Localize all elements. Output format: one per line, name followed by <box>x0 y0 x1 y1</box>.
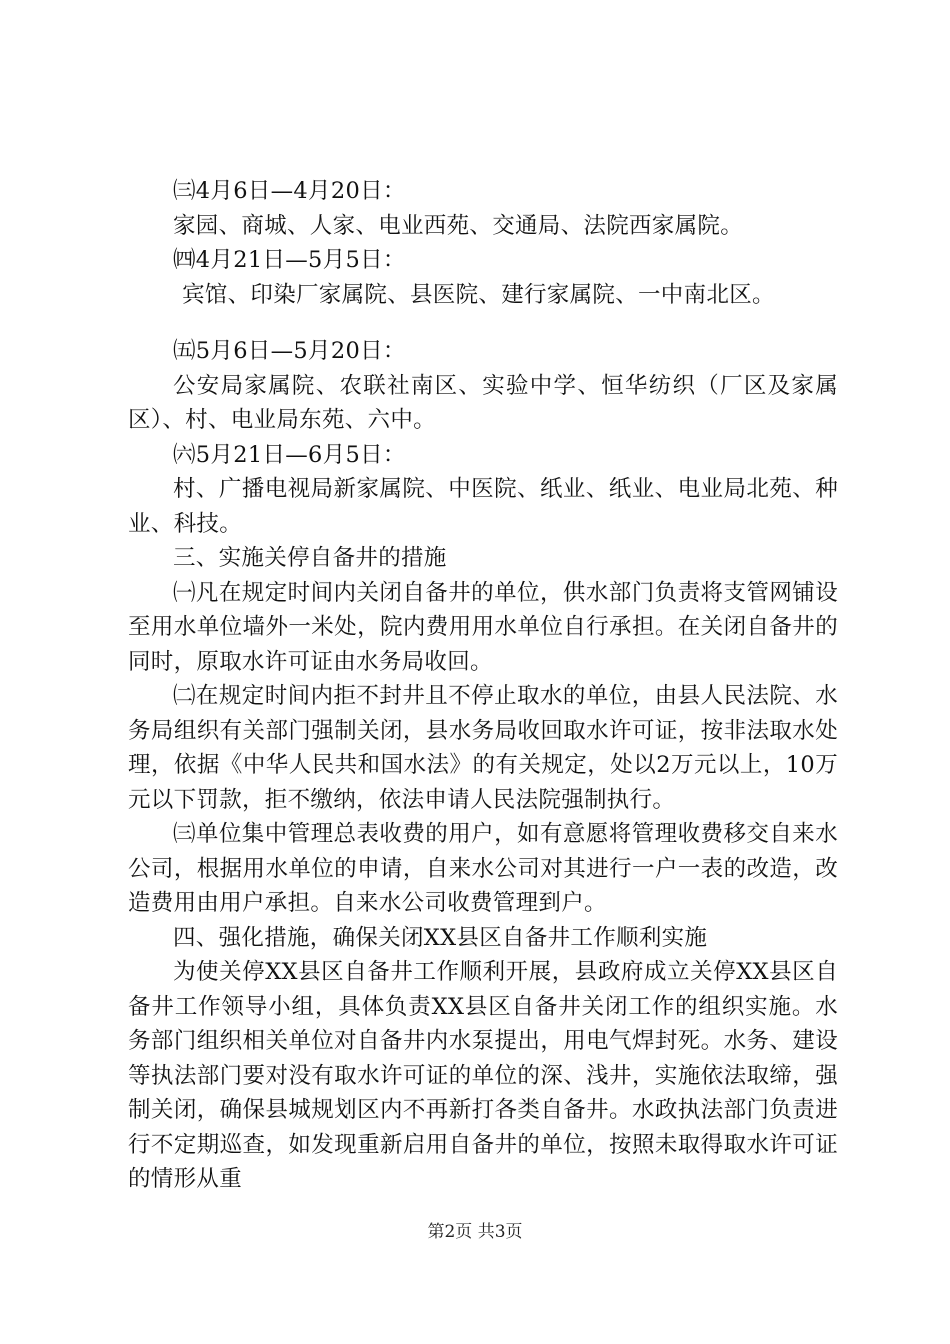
section-3-item-3: ㈢单位集中管理总表收费的用户，如有意愿将管理收费移交自来水公司，根据用水单位的申请，自来水公司对其进行一户一表的改造，改造费用由用户承担。自来水公司收费管理到户。 <box>128 821 838 916</box>
schedule-heading: ㈣4月21日—5月5日： <box>173 247 406 273</box>
schedule-places: 家园、商城、人家、电业西苑、交通局、法院西家属院。 <box>173 212 744 239</box>
section-3-item-1: ㈠凡在规定时间内关闭自备井的单位，供水部门负责将支管网铺设至用水单位墙外一米处，院内费用用水单位自行承担。在关闭自备井的同时，原取水许可证由水务局收回。 <box>128 579 838 675</box>
paragraph-gap <box>128 312 838 334</box>
schedule-heading: ㈤5月6日—5月20日： <box>173 338 406 364</box>
section-3-title: 三、实施关停自备井的措施 <box>173 545 447 571</box>
page-number-footer: 第2页 共3页 <box>427 1222 523 1242</box>
schedule-heading: ㈢4月6日—4月20日： <box>173 178 406 204</box>
section-4-title: 四、强化措施，确保关闭XX县区自备井工作顺利实施 <box>173 924 708 951</box>
section-3-item-2: ㈡在规定时间内拒不封井且不停止取水的单位，由县人民法院、水务局组织有关部门强制关闭，县水务局收回取水许可证，按非法取水处理，依据《中华人民共和国水法》的有关规定，处以2万元以上，10万元以下罚款，拒不缴纳，依法申请人民法院强制执行。 <box>128 683 838 813</box>
section-4-body: 为使关停XX县区自备井工作顺利开展，县政府成立关停XX县区自备井工作领导小组，具体负责XX县区自备井关闭工作的组织实施。水务部门组织相关单位对自备井内水泵提出，用电气焊封死。水务、建设等执法部门要对没有取水许可证的单位的深、浅井，实施依法取缔，强制关闭，确保县城规划区内不再新打各类自备井。水政执法部门负责进行不定期巡查，如发现重新启用自备井的单位，按照未取得取水许可证的情形从重 <box>128 959 838 1192</box>
document-body <box>128 174 838 1197</box>
schedule-places: 公安局家属院、农联社南区、实验中学、恒华纺织（厂区及家属区）、村、电业局东苑、六中。 <box>128 372 838 433</box>
schedule-places: 宾馆、印染厂家属院、县医院、建行家属院、一中南北区。 <box>182 281 775 308</box>
schedule-heading: ㈥5月21日—6月5日： <box>173 441 406 468</box>
schedule-places: 村、广播电视局新家属院、中医院、纸业、纸业、电业局北苑、种业、科技。 <box>128 476 838 537</box>
